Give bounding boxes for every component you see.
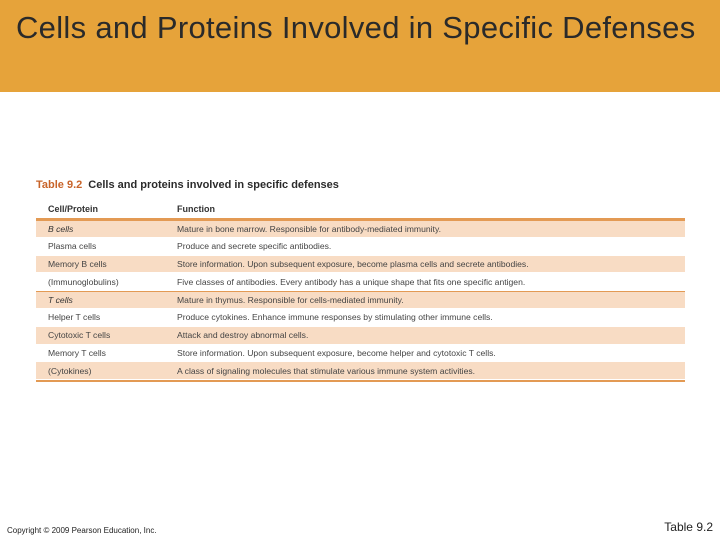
table-row <box>36 238 685 256</box>
table-row <box>36 220 685 238</box>
row-cell-name: Memory B cells <box>48 258 107 269</box>
row-cell-name: Memory T cells <box>48 347 106 358</box>
table-row <box>36 291 685 309</box>
row-function: Attack and destroy abnormal cells. <box>177 330 309 341</box>
copyright-notice: Copyright © 2009 Pearson Education, Inc. <box>7 526 157 535</box>
row-function: Produce cytokines. Enhance immune responses by stimulating other immune cells. <box>177 312 493 323</box>
row-cell-name: B cells <box>48 223 74 234</box>
row-function: Five classes of antibodies. Every antibody has a unique shape that fits one specific antigen. <box>177 276 526 287</box>
row-cell-name: Cytotoxic T cells <box>48 330 111 341</box>
table-row <box>36 256 685 274</box>
row-function: Mature in bone marrow. Responsible for antibody-mediated immunity. <box>177 223 441 234</box>
table-row <box>36 362 685 380</box>
table-header-row <box>36 200 685 220</box>
row-cell-name: (Immunoglobulins) <box>48 276 119 287</box>
table-bottom-rule <box>36 380 685 382</box>
table-label: Table 9.2 <box>664 520 713 534</box>
table-caption <box>36 175 685 195</box>
row-function: Mature in thymus. Responsible for cells-mediated immunity. <box>177 295 404 306</box>
row-cell-name: Helper T cells <box>48 312 101 323</box>
table-row <box>36 327 685 345</box>
defenses-table <box>36 175 685 382</box>
row-function: Store information. Upon subsequent exposure, become plasma cells and secrete antibodies. <box>177 258 529 269</box>
table-row <box>36 345 685 363</box>
row-cell-name: (Cytokines) <box>48 365 92 376</box>
table-number: Table 9.2 <box>36 179 83 191</box>
header-cell-protein: Cell/Protein <box>48 204 99 214</box>
row-cell-name: Plasma cells <box>48 241 97 252</box>
table-row <box>36 309 685 327</box>
row-function: Produce and secrete specific antibodies. <box>177 241 332 252</box>
table-row <box>36 273 685 291</box>
slide-title: Cells and Proteins Involved in Specific Defenses <box>16 10 696 45</box>
row-function: A class of signaling molecules that stimulate various immune system activities. <box>177 365 476 376</box>
table-caption-text: Cells and proteins involved in specific defenses <box>88 179 339 191</box>
row-cell-name: T cells <box>48 295 73 306</box>
row-function: Store information. Upon subsequent exposure, become helper and cytotoxic T cells. <box>177 347 496 358</box>
header-function: Function <box>177 204 215 214</box>
